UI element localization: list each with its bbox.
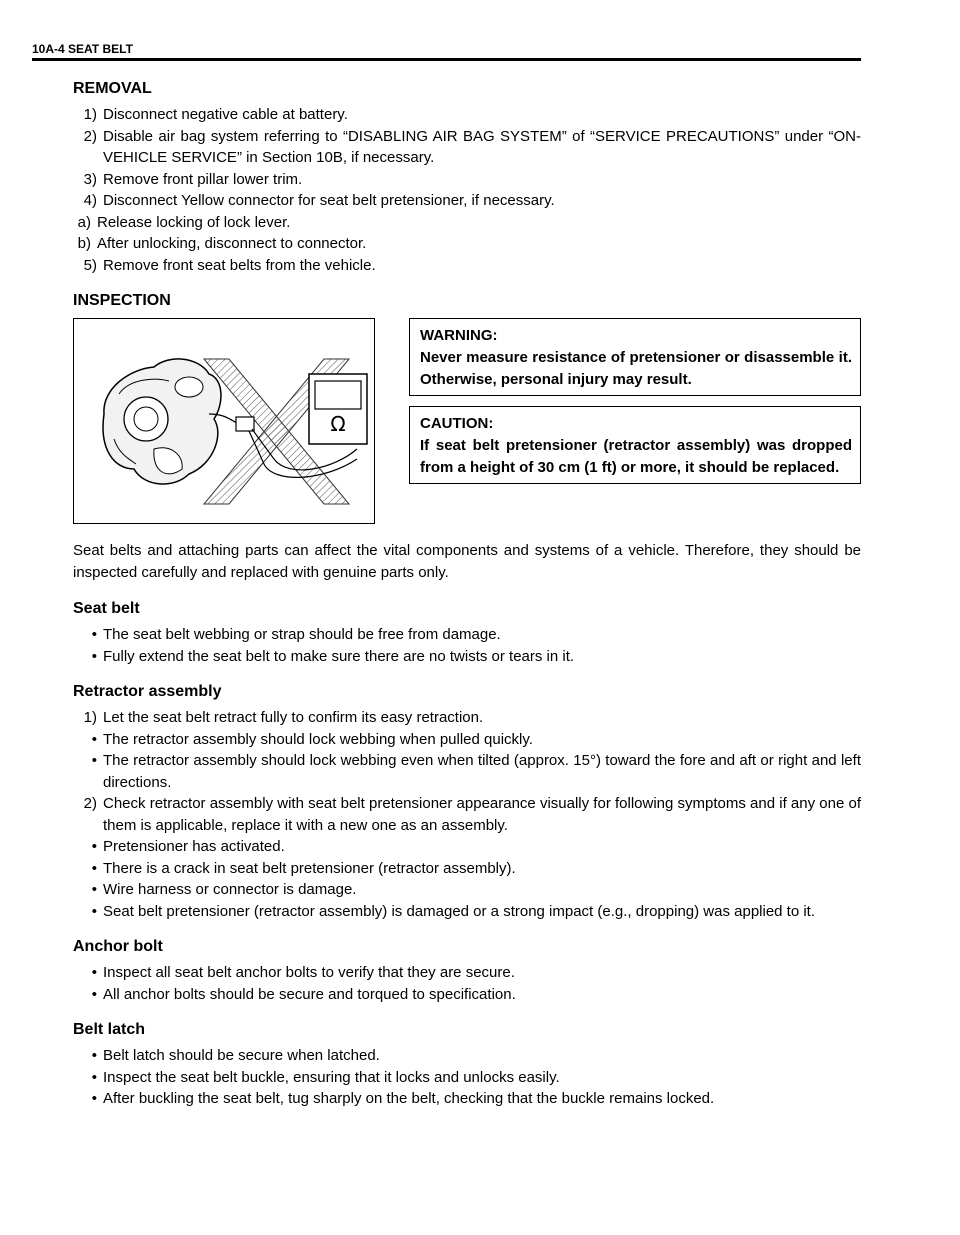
caution-text: If seat belt pretensioner (retractor assembly) was dropped from a height of 30 cm (1 ft) or more, it should be replaced.	[420, 437, 852, 476]
list-item: • There is a crack in seat belt pretensioner (retractor assembly).	[91, 859, 516, 877]
anchor-bolt-heading: Anchor bolt	[73, 938, 163, 955]
removal-step: 1) Disconnect negative cable at battery.	[83, 106, 348, 123]
removal-step: 5) Remove front seat belts from the vehicle.	[83, 256, 376, 274]
list-item: • Wire harness or connector is damage.	[91, 881, 357, 898]
inspection-intro: Seat belts and attaching parts can affect the vital components and systems of a vehicle. Therefore, they should be inspected carefully and replaced with genuine parts only.	[73, 542, 861, 581]
warning-title: WARNING:	[420, 327, 498, 344]
page-content	[73, 78, 861, 1110]
list-item: • Fully extend the seat belt to make sure there are no twists or tears in it.	[91, 647, 575, 665]
list-item: • Seat belt pretensioner (retractor assembly) is damaged or a strong impact (e.g., dropping) was applied to it.	[91, 902, 816, 920]
ohm-symbol: Ω	[330, 412, 346, 436]
page-header: 10A-4 SEAT BELT	[32, 42, 133, 56]
ohmmeter-crossed-out-icon	[74, 319, 374, 523]
removal-step: 3) Remove front pillar lower trim.	[83, 170, 303, 188]
list-item: • The retractor assembly should lock webbing even when tilted (approx. 15°) toward the fore and aft or right and left directions.	[91, 752, 861, 791]
retractor-heading: Retractor assembly	[73, 683, 222, 700]
removal-step: 4) Disconnect Yellow connector for seat belt pretensioner, if necessary.	[83, 192, 555, 209]
warning-box	[409, 318, 861, 396]
list-item: • All anchor bolts should be secure and torqued to specification.	[91, 985, 516, 1003]
inspection-heading: INSPECTION	[73, 292, 171, 309]
caution-title: CAUTION:	[420, 415, 494, 432]
list-item: • The retractor assembly should lock webbing when pulled quickly.	[91, 730, 533, 748]
removal-steps	[73, 104, 861, 276]
pretensioner-illustration	[73, 318, 375, 524]
retractor-step: 1) Let the seat belt retract fully to confirm its easy retraction.	[83, 709, 484, 726]
removal-substep: b) After unlocking, disconnect to connector.	[77, 235, 367, 252]
list-item: • Pretensioner has activated.	[91, 838, 285, 855]
inspection-figure-row	[73, 318, 861, 524]
retractor-step: 2) Check retractor assembly with seat belt pretensioner appearance visually for following symptoms and if any one of them is applicable, replace it with a new one as an assembly.	[83, 795, 861, 834]
header-rule	[32, 58, 861, 61]
removal-step: 2) Disable air bag system referring to “DISABLING AIR BAG SYSTEM” of “SERVICE PRECAUTIONS” under “ON-VEHICLE SERVICE” in Section 10B, if necessary.	[83, 127, 861, 166]
removal-heading: REMOVAL	[73, 80, 152, 97]
list-item: • Inspect all seat belt anchor bolts to verify that they are secure.	[91, 964, 515, 981]
warning-text: Never measure resistance of pretensioner or disassemble it. Otherwise, personal injury may result.	[420, 349, 852, 388]
inspection-notes	[409, 318, 861, 524]
list-item: • After buckling the seat belt, tug sharply on the belt, checking that the buckle remains locked.	[91, 1090, 715, 1107]
seat-belt-heading: Seat belt	[73, 600, 140, 617]
caution-box	[409, 406, 861, 484]
list-item: • Belt latch should be secure when latched.	[91, 1047, 380, 1064]
removal-substep: a) Release locking of lock lever.	[77, 213, 291, 231]
belt-latch-heading: Belt latch	[73, 1021, 146, 1038]
list-item: • Inspect the seat belt buckle, ensuring that it locks and unlocks easily.	[91, 1068, 560, 1086]
list-item: • The seat belt webbing or strap should be free from damage.	[91, 626, 501, 643]
